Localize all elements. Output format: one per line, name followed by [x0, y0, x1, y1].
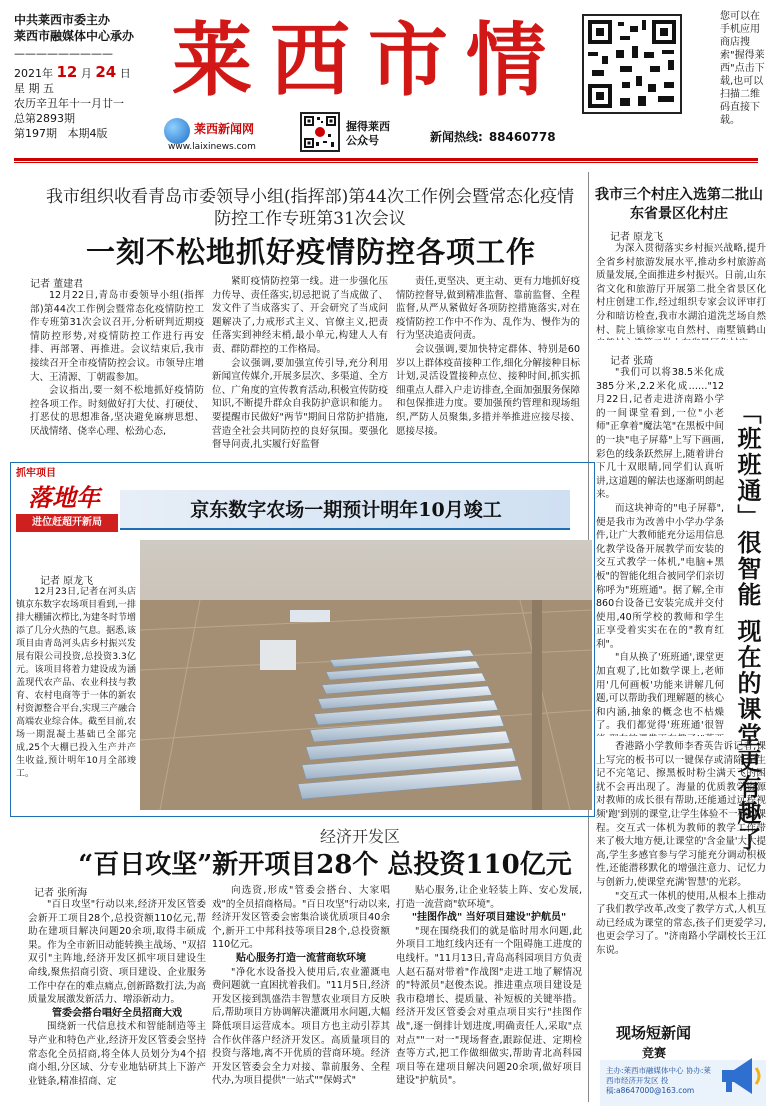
app-download-note: 您可以在手机应用商店搜索"握得莱西"点击下载,也可以扫描二维码直接下载。 — [720, 11, 765, 126]
newspaper-title: 莱西市情 — [172, 13, 564, 107]
contest-title: 现场短新闻 — [616, 1024, 692, 1042]
organizer-line: 莱西市融媒体中心承办 — [14, 29, 135, 43]
news-hotline: 新闻热线: 88460778 — [430, 130, 556, 144]
bottom-kicker: 经济开发区 — [319, 827, 400, 846]
bottom-column-1: "百日攻坚"行动以来,经济开发区管委会新开工项目28个,总投资额110亿元,帮助在建项目解决问题20余项,取得丰硕成果。作为全市新旧动能转换主战场、"双招双引"主阵地,经济开发区抓牢项目建设生命线,聚焦招商引资、项目建设、企业服务工作中存在的难点痛点,创新路数打法,为高质量发展激发新活力、增添新动力。 管委会搭台唱好全员招商大戏 围绕新一代信息技术和智能制造等主导产业和特色产业,经济开发区管委会坚持常态化全员招商,将全体人员划分为4个招商小组,分区域、分专业地钻研其上下游产业链条,精准招商、定 — [28, 899, 206, 1087]
contest-subtitle: 竞赛 — [642, 1046, 667, 1060]
bottom-byline: 记者 张所海 — [34, 888, 88, 899]
campaign-badge: 抓牢项目 落地年 进位赶超开新局 — [16, 464, 120, 540]
app-download-qr-code[interactable] — [582, 14, 682, 114]
lunar-date: 农历辛丑年十一月廿一 — [14, 97, 124, 110]
classroom-byline: 记者 张琦 — [610, 356, 654, 367]
bottom-column-3: 贴心服务,让企业轻装上阵、安心发展,打造一流营商"软环境"。 "挂图作战" 当好项目建设"护航员" "现在围绕我们的就是临时用水问题,此外项目工地红线内还有一个阻碍施工进度的电线杆。"11月13日,青岛高科园项目方负责人赵石磊对带着"作战图"走进工地了解情况的"特派员"赵俊杰说。推进重点项目建设是我市稳增长、提质量、补短板的关键举措。经济开发区管委会对重点项目实行"挂图作战",逐一倒排计划进度,明确责任人,采取"点对点""一对一"现场督查,跟踪促进、定期检查等方式,把工作做细做实,帮助青北高科园项目等在建项目解决问题20余项,做好项目建设"护航员"。 — [396, 885, 582, 1087]
lead-byline: 记者 董建君 — [30, 279, 84, 290]
farm-aerial-photo — [140, 540, 592, 810]
organizer-line: 中共莱西市委主办 — [14, 13, 111, 27]
feature-headline[interactable]: 京东数字农场一期预计明年10月竣工 — [190, 499, 502, 521]
megaphone-icon — [718, 1054, 764, 1098]
section-subhead: 管委会搭台唱好全员招商大戏 — [52, 1007, 182, 1019]
classroom-body-upper: "我们可以将38.5米化成385分米,2.2米化成……"12月22日,记者走进济南路小学的一间课堂看到,一位"小老师"正拿着"魔法笔"在黑板中间的一块"电子屏幕"上写下画画,彩色的线条跃然屏上,随着讲台下几十双眼睛,同学们认真听讲,这道题的解法也逐渐明朗起来。 而这块神奇的"电子屏幕",便是我市为改善中小学办学条件,让广大教师能充分运用信息化教学设备开展教学而安装的交互式教学一体机,"电脑+黑板"的智能化组合被同学们亲切称呼为"班班通"。据了解,全市860台设备已安装完成并交付使用,40所学校的教师和学生正享受着实实在在的"教育红利"。 "自从换了'班班通',课堂更加直观了,比如数学课上,老师用'几何画板'功能来讲解几何题,可以帮助我们理解题的核心和内涵,抽象的概念也不枯燥了。我们都觉得'班班通'很智 — [596, 367, 724, 732]
village-byline: 记者 原龙飞 — [610, 232, 664, 243]
classroom-vertical-headline[interactable]: 「班班通」很智能 现在的课堂更有趣了 — [733, 400, 762, 853]
bottom-column-2: 向选资,形成"管委会搭台、大家唱戏"的全员招商格局。"百日攻坚"行动以来,经济开发区管委会密集洽谈优质项目40余个,新开工中邦科技等项目28个,总投资额110亿元。 贴心服务打造一流营商软环境 "净化水设备投入使用后,农业灌溉电费问题就一直困扰着我们。"11月5日,经济开发区接到凯盛浩丰智慧农业项目方反映后,帮助项目方协调解决灌溉用水问题,大幅降低项目运营成本。项目方也主动引荐其合作伙伴落户经济开发区。高质量项目的投资与落地,离不开优质的营商环境。经济开发区管委会全力对接、靠前服务、全程代办,为项目提供"一站式""保姆式" — [212, 885, 390, 1087]
masthead-rule — [14, 162, 758, 163]
lead-column-3: 责任,更坚决、更主动、更有力地抓好疫情防控督导,做到精准监督、靠前监督、全程监督,从严从紧做好各项防控措施落实,对在疫情防控工作中不作为、乱作为、慢作为的行为坚决追责问责。 会议强调,要加快特定群体、特别是60岁以上群体疫苗接种工作,细化分解接种目标计划,灵活设置接种点位、接种时间,抓实抓细重点人群入户走访排查,全面加强服务保障和包保推进力度。要加强预约管理和现场组织,严防人员聚集,多措并举推进应接尽接、愿接尽接。 — [396, 276, 580, 437]
masthead-info — [14, 12, 164, 141]
village-headline[interactable]: 我市三个村庄入选第二批山东省景区化村庄 — [595, 187, 763, 222]
site-url[interactable]: www.laixinews.com — [168, 142, 256, 152]
masthead-rule — [14, 158, 758, 161]
lead-column-1: 12月22日,青岛市委领导小组(指挥部)第44次工作例会暨常态化疫情防控工作专班第31次会议召开,分析研判近期疫情防控形势,对疫情防控工作进行再安排、再部署、再推进。会议结束后,我市接续召开全市疫情防控会议。市领导庄增大、王清源、丁朝霞参加。 会议指出,要一刻不松地抓好疫情防控各项工作。时刻做好打大仗、打硬仗、打恶仗的思想准备,坚决避免麻痹思想、厌战情绪、侥幸心理、松劲心态, — [30, 290, 204, 437]
contest-info: 主办:莱西市融媒体中心 协办:莱西市经济开发区 投稿:a8647000@163.com — [606, 1066, 711, 1095]
feature-body: 12月23日,记者在河头店镇京东数字农场项目看到,一排排大棚铺次栉比,为建冬时节增添了几分火热的气息。据悉,该项目由青岛河头店乡村振兴发展有限公司投资,总投资3.3亿元。该项目将着力建设成为涵盖现代农产品、农业科技与教育、农村电商等于一体的新农村资源整合平台,实现三产融合高端农业综合体。截至目前,农场一期混凝土基础已全部完成,25个大棚已投入生产并产生收益,预计明年10月全部竣工。 — [16, 587, 136, 779]
divider: ————————— — [14, 47, 113, 60]
section-subhead: 贴心服务打造一流营商软环境 — [236, 952, 366, 964]
wechat-label: 握得莱西 公众号 — [346, 120, 390, 147]
lead-kicker: 我市组织收看青岛市委领导小组(指挥部)第44次工作例会暨常态化疫情防控工作专班第31次会议 — [46, 187, 574, 229]
globe-icon — [164, 118, 190, 144]
feature-byline: 记者 原龙飞 — [40, 576, 94, 587]
weekday: 星 期 五 — [14, 82, 54, 95]
site-logo[interactable] — [164, 118, 274, 152]
short-news-contest[interactable] — [600, 1020, 766, 1106]
village-body: 为深入贯彻落实乡村振兴战略,提升全省乡村旅游发展水平,推动乡村旅游高质量发展,全面推进乡村振兴。日前,山东省文化和旅游厅开展第二批全省景区化村庄创建工作,经过组织专家会议评审打分和暗访检查,我市水湖泊道洗芝场自然村、院上镇徐家屯自然村、南墅镇鹤山 — [596, 243, 766, 336]
bottom-headline[interactable]: “百日攻坚”新开项目28个 总投资110亿元 — [78, 850, 572, 880]
classroom-body-lower: 香港路小学教师李香英告诉记者,课上写完的板书可以一键保存或清除,学生记不完笔记、擦黑板时粉尘满天飞的困扰不会再出现了。海量的优质教学资源对教师的成长很有帮助,还能通过远程视频'跑'到别的课堂,让学生体验不一样的课程。交互式一体机为教师的教学工作带来了极大地方便,让课堂的'含金量'大大提高,学生多感官参与学习能充分调动积极性,还能潜移默化的增强注意力、记忆力与创新力,使课堂充满'智慧'的光彩。 "交互式一体机的使用,从根本上推动了我们教学改革,改变了教学方式,人机互动已经成为课堂的常态,孩子们更爱学习,也更会学习了。"济南路小学副校长王江东说。 — [596, 741, 766, 956]
lead-headline[interactable]: 一刻不松地抓好疫情防控各项工作 — [85, 235, 536, 269]
issue-number: 第197期 本期4版 — [14, 127, 108, 140]
section-subhead: "挂图作战" 当好项目建设"护航员" — [411, 912, 567, 924]
wechat-qr-code[interactable] — [300, 112, 340, 152]
site-name: 莱西新闻网 — [194, 122, 255, 136]
lead-column-2: 紧盯疫情防控第一线。进一步强化压力传导、责任落实,切忌把说了当成做了、发文件了当成落实了、开会研究了当成问题解决了,力戒形式主义、官僚主义,把责任落实到神经末梢,最小单元,构建人人有责、群防群控的工作格局。 会议强调,要加强宣传引导,充分利用新闻宣传媒介,开展多层次、多渠道、全方位、广角度的宣传教育活动,积极宣传防疫知识,不断提升群众自我防护意识和能力。要提醒市民做好"两节"期间日常防护措施,营造全社会共同防控的良好氛围。要强化督导问责,扎实履行好监督 — [212, 276, 388, 451]
issue-date: 2021年 12 月 24 日 — [14, 63, 131, 81]
total-issue: 总第2893期 — [14, 112, 75, 125]
